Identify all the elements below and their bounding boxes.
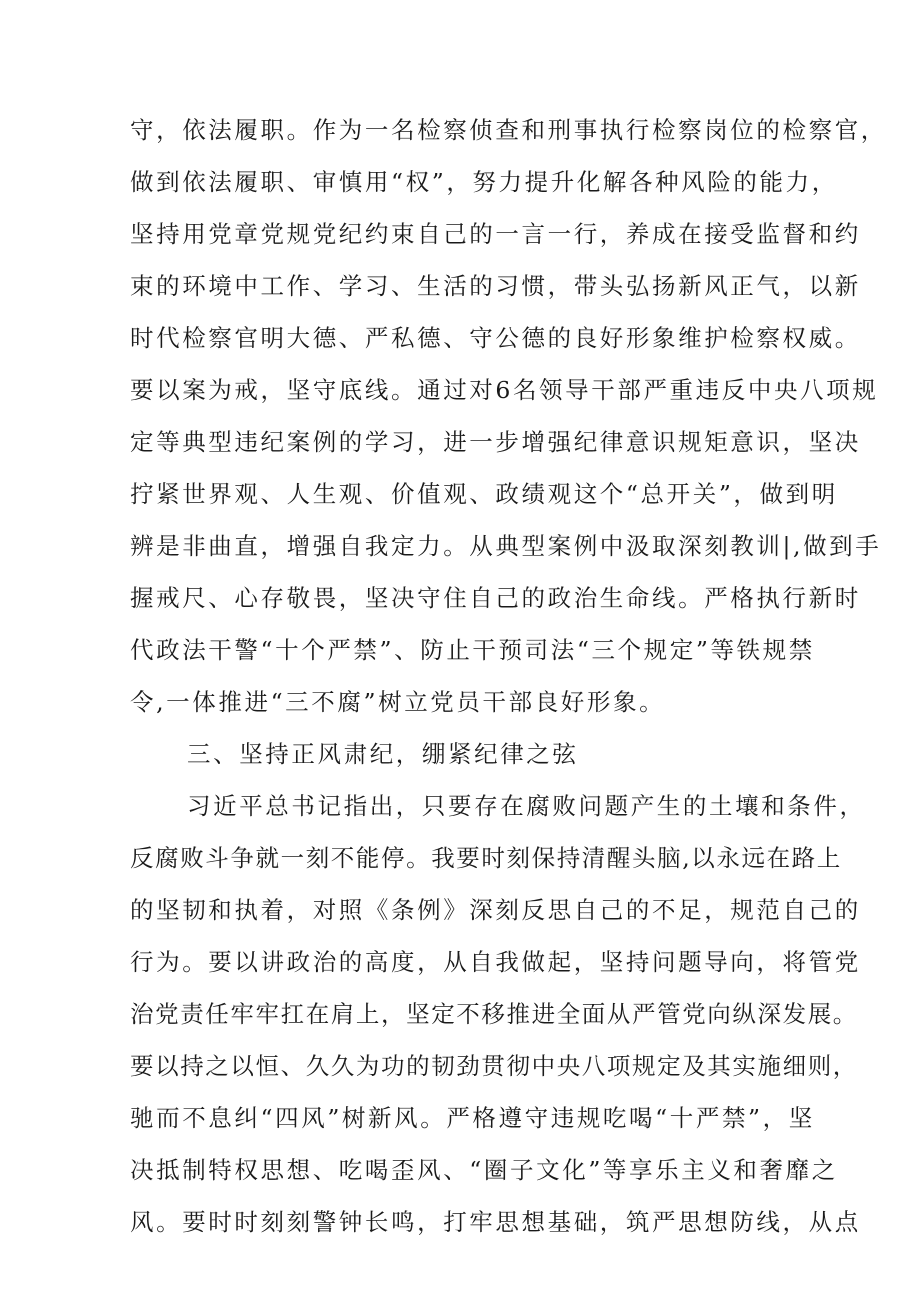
section-heading: 三、坚持正风肃纪，绷紧纪律之弦	[187, 740, 579, 768]
text-line: 要以案为戒，坚守底线。通过对6名领导干部严重违反中央八项规	[130, 376, 879, 404]
text-line: 决抵制特权思想、吃喝歪风、“圈子文化”等享乐主义和奢靡之	[130, 1156, 838, 1184]
text-line: 驰而不息纠“四风”树新风。严格遵守违规吃喝“十严禁”，坚	[130, 1104, 815, 1132]
text-line: 拧紧世界观、人生观、价值观、政绩观这个“总开关”，做到明	[130, 480, 838, 508]
text-line: 行为。要以讲政治的高度，从自我做起，坚持问题导向，将管党	[130, 948, 861, 976]
text-line: 定等典型违纪案例的学习，进一步增强纪律意识规矩意识，坚决	[130, 428, 861, 456]
text-line: 的坚韧和执着，对照《条例》深刻反思自己的不足，规范自己的	[130, 896, 861, 924]
text-line: 风。要时时刻刻警钟长鸣，打牢思想基础，筑严思想防线，从点	[130, 1208, 861, 1236]
text-line: 时代检察官明大德、严私德、守公德的良好形象维护检察权威。	[130, 324, 861, 352]
text-line: 反腐败斗争就一刻不能停。我要时刻保持清醒头脑,以永远在路上	[130, 844, 842, 872]
paragraph-first-line: 习近平总书记指出，只要存在腐败问题产生的土壤和条件，	[187, 792, 866, 820]
text-line: 治党责任牢牢扛在肩上，坚定不移推进全面从严管党向纵深发展。	[130, 1000, 858, 1028]
text-line: 坚持用党章党规党纪约束自己的一言一行，养成在接受监督和约	[130, 220, 861, 248]
text-line: 辨是非曲直，增强自我定力。从典型案例中汲取深刻教训|,做到手	[130, 532, 882, 560]
text-line: 要以持之以恒、久久为功的韧劲贯彻中央八项规定及其实施细则，	[130, 1052, 858, 1080]
text-line: 代政法干警“十个严禁”、防止干预司法“三个规定”等铁规禁	[130, 636, 815, 664]
text-line: 束的环境中工作、学习、生活的习惯，带头弘扬新风正气，以新	[130, 272, 861, 300]
text-line: 令,一体推进“三不腐”树立党员干部良好形象。	[130, 688, 666, 716]
text-line: 守，依法履职。作为一名检察侦查和刑事执行检察岗位的检察官，	[130, 116, 887, 144]
text-line: 做到依法履职、审慎用“权”，努力提升化解各种风险的能力，	[130, 168, 838, 196]
document-body	[130, 104, 887, 1248]
text-line: 握戒尺、心存敬畏，坚决守住自己的政治生命线。严格执行新时	[130, 584, 861, 612]
